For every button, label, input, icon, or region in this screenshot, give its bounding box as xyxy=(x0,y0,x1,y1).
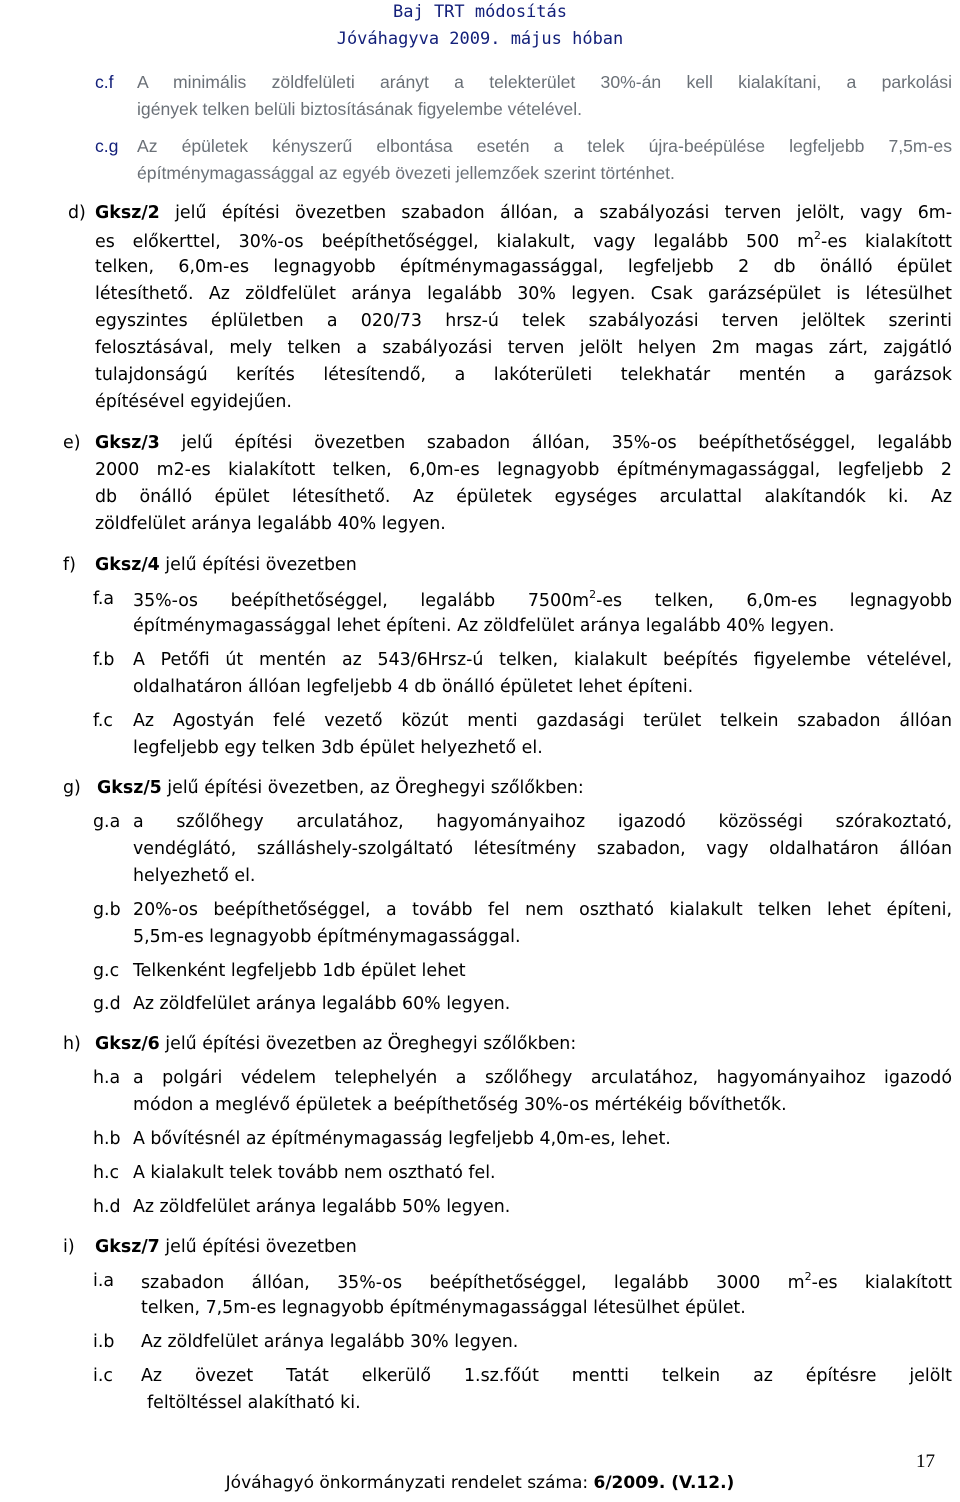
zone-code-g: Gksz/5 xyxy=(97,778,162,798)
item-f-text: jelű építési övezetben xyxy=(165,555,357,575)
sub-ic-line2: feltöltéssel alakítható ki. xyxy=(147,1393,361,1413)
item-label-i: i) xyxy=(63,1237,75,1257)
sub-fa-line1b: -es telken, 6,0m-es legnagyobb xyxy=(596,590,952,611)
footer-text: Jóváhagyó önkormányzati rendelet száma: xyxy=(225,1473,589,1493)
sub-ib-line1: Az zöldfelület aránya legalább 30% legyen. xyxy=(141,1332,519,1352)
sub-hd-line1: Az zöldfelület aránya legalább 50% legyen. xyxy=(133,1197,511,1217)
sub-ia-line1a: szabadon állóan, 35%-os beépíthetőséggel, legalább 3000 m xyxy=(141,1272,805,1293)
sub-fa-sup: 2 xyxy=(589,588,597,601)
zone-code-h: Gksz/6 xyxy=(95,1034,160,1054)
header-subtitle: Jóváhagyva 2009. május hóban xyxy=(336,29,624,49)
item-label-cf: c.f xyxy=(95,72,114,92)
item-label-h: h) xyxy=(63,1034,81,1054)
item-d-line6: felosztásával, mely telken a szabályozási terven jelölt helyen 2m magas zárt, zajgátló xyxy=(95,338,952,358)
item-e-line3: db önálló épület létesíthető. Az épületek egységes arculattal alakítandók ki. Az xyxy=(95,487,952,507)
item-d-line2b: -es kialakított xyxy=(821,231,952,252)
item-d-line4: létesíthető. Az zöldfelület aránya legalább 30% legyen. Csak garázsépület is létesülhet xyxy=(95,284,952,304)
item-label-cg: c.g xyxy=(95,136,119,156)
zone-code-e: Gksz/3 xyxy=(95,433,160,453)
sub-label-ga: g.a xyxy=(93,812,121,832)
sub-label-gc: g.c xyxy=(93,961,120,981)
item-d-line5: egyszintes éplületben a 020/73 hrsz-ú telek szabályozási terven jelöltek szerinti xyxy=(95,311,952,331)
item-d-line7: tulajdonságú kerítés létesítendő, a lakóterületi telekhatár mentén a garázsok xyxy=(95,365,952,385)
sub-ia-sup: 2 xyxy=(804,1270,812,1283)
sub-label-ic: i.c xyxy=(93,1366,113,1386)
sub-gd-line1: Az zöldfelület aránya legalább 60% legyen. xyxy=(133,994,511,1014)
item-h-text: jelű építési övezetben az Öreghegyi szőlőkben: xyxy=(165,1034,577,1054)
sub-label-gb: g.b xyxy=(93,900,121,920)
sub-label-hd: h.d xyxy=(93,1197,121,1217)
sub-ha-line2: módon a meglévő épületek a beépíthetőség 30%-os mértékéig bővíthetők. xyxy=(133,1095,787,1115)
item-e-line1: jelű építési övezetben szabadon állóan, 35%-os beépíthetőséggel, legalább xyxy=(181,433,952,453)
sub-fa-line1a: 35%-os beépíthetőséggel, legalább 7500m xyxy=(133,590,590,611)
page-number: 17 xyxy=(916,1451,935,1472)
sub-fa-line2: építménymagassággal lehet építeni. Az zöldfelület aránya legalább 40% legyen. xyxy=(133,616,835,636)
zone-code-i: Gksz/7 xyxy=(95,1237,160,1257)
sub-fb-line1: A Petőfi út mentén az 543/6Hrsz-ú telken, kialakult beépítés figyelembe vételével, xyxy=(133,650,952,670)
item-cf-line2: igények telken belüli biztosításának figyelembe vételével. xyxy=(137,99,582,119)
item-d-line1: jelű építési övezetben szabadon állóan, a szabályozási terven jelölt, vagy 6m- xyxy=(175,203,952,223)
item-e-line4: zöldfelület aránya legalább 40% legyen. xyxy=(95,514,446,534)
sub-ic-line1: Az övezet Tatát elkerülő 1.sz.főút mentti telkein az építésre jelölt xyxy=(141,1366,952,1386)
footer-number: 6/2009. (V.12.) xyxy=(593,1473,735,1493)
sub-label-ia: i.a xyxy=(93,1271,115,1291)
sub-gc-line1: Telkenként legfeljebb 1db épület lehet xyxy=(133,961,466,981)
item-i-text: jelű építési övezetben xyxy=(165,1237,357,1257)
sub-ia-line2: telken, 7,5m-es legnagyobb építménymagassággal létesülhet épület. xyxy=(141,1298,746,1318)
sub-label-fb: f.b xyxy=(93,650,115,670)
sub-fc-line1: Az Agostyán felé vezető közút menti gazdasági terület telkein szabadon állóan xyxy=(133,711,952,731)
sub-fb-line2: oldalhatáron állóan legfeljebb 4 db önálló épületet lehet építeni. xyxy=(133,677,694,697)
item-d-line3: telken, 6,0m-es legnagyobb építménymagassággal, legfeljebb 2 db önálló épület xyxy=(95,257,952,277)
sub-ga-line3: helyezhető el. xyxy=(133,866,256,886)
item-label-f: f) xyxy=(63,555,76,575)
sub-label-ha: h.a xyxy=(93,1068,121,1088)
sub-label-fa: f.a xyxy=(93,589,115,609)
item-e-line2: 2000 m2-es kialakított telken, 6,0m-es legnagyobb építménymagassággal, legfeljebb 2 xyxy=(95,460,952,480)
item-label-g: g) xyxy=(63,778,81,798)
item-d-line2a: es előkerttel, 30%-os beépíthetőséggel, kialakult, vagy legalább 500 m xyxy=(95,231,815,252)
footer xyxy=(0,1473,960,1493)
zone-code-d: Gksz/2 xyxy=(95,203,160,223)
item-cg-line1: Az épületek kényszerű elbontása esetén a telek újra-beépülése legfeljebb 7,5m-es xyxy=(137,136,952,156)
item-d-sup: 2 xyxy=(814,229,822,242)
sub-label-ib: i.b xyxy=(93,1332,115,1352)
sub-label-fc: f.c xyxy=(93,711,113,731)
sub-ga-line2: vendéglátó, szálláshely-szolgáltató létesítmény szabadon, vagy oldalhatáron állóan xyxy=(133,839,952,859)
sub-gb-line1: 20%-os beépíthetőséggel, a tovább fel nem osztható kialakult telken lehet építeni, xyxy=(133,900,952,920)
sub-hc-line1: A kialakult telek tovább nem osztható fel. xyxy=(133,1163,496,1183)
sub-label-hb: h.b xyxy=(93,1129,121,1149)
item-g-text: jelű építési övezetben, az Öreghegyi szőlőkben: xyxy=(167,778,584,798)
sub-label-hc: h.c xyxy=(93,1163,120,1183)
item-label-d: d) xyxy=(68,203,86,223)
sub-hb-line1: A bővítésnél az építménymagasság legfeljebb 4,0m-es, lehet. xyxy=(133,1129,671,1149)
sub-gb-line2: 5,5m-es legnagyobb építménymagassággal. xyxy=(133,927,521,947)
sub-ha-line1: a polgári védelem telephelyén a szőlőhegy arculatához, hagyományaihoz igazodó xyxy=(133,1068,952,1088)
item-cg-line2: építménymagassággal az egyéb övezeti jellemzőek szerint történhet. xyxy=(137,163,675,183)
item-cf-line1: A minimális zöldfelületi arányt a telekterület 30%-án kell kialakítani, a parkolási xyxy=(137,72,952,92)
header-title: Baj TRT módosítás xyxy=(393,2,567,22)
sub-label-gd: g.d xyxy=(93,994,121,1014)
sub-fc-line2: legfeljebb egy telken 3db épület helyezhető el. xyxy=(133,738,543,758)
sub-ia-line1b: -es kialakított xyxy=(811,1272,952,1293)
item-label-e: e) xyxy=(63,433,81,453)
item-d-line8: építésével egyidejűen. xyxy=(95,392,292,412)
sub-ga-line1: a szőlőhegy arculatához, hagyományaihoz igazodó közösségi szórakoztató, xyxy=(133,812,952,832)
zone-code-f: Gksz/4 xyxy=(95,555,160,575)
